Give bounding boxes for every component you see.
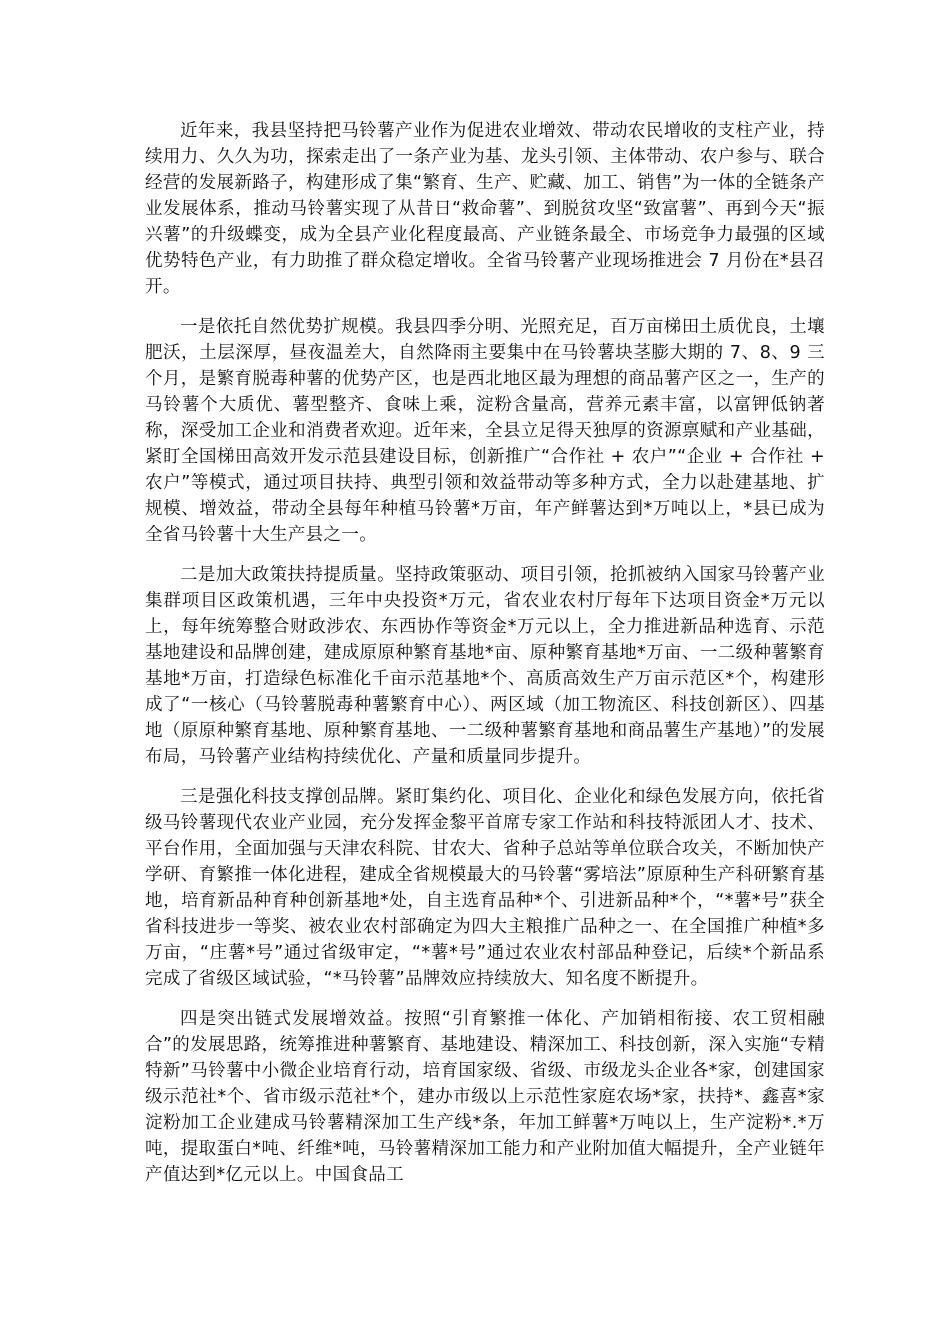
paragraph-policy: 二是加大政策扶持提质量。坚持政策驱动、项目引领，抢抓被纳入国家马铃薯产业集群项目区政策机遇，三年中央投资*万元，省农业农村厅每年下达项目资金*万元以上，每年统筹整合财政涉农、东西协作等资金*万元以上，全力推进新品种选育、示范基地建设和品牌创建，建成原原种繁育基地*亩、原种繁育基地*万亩、一二级种薯繁育基地*万亩，打造绿色标准化千亩示范基地*个、高质高效生产万亩示范区*个，构建形成了“一核心（马铃薯脱毒种薯繁育中心）、两区域（加工物流区、科技创新区）、四基地（原原种繁育基地、原种繁育基地、一二级种薯繁育基地和商品薯生产基地）”的发展布局，马铃薯产业结构持续优化、产量和质量同步提升。	[145, 565, 825, 767]
paragraph-scale: 一是依托自然优势扩规模。我县四季分明、光照充足，百万亩梯田土质优良，土壤肥沃，土层深厚，昼夜温差大，自然降雨主要集中在马铃薯块茎膨大期的 7、8、9 三个月，是繁育脱毒种薯的优势产区，也是西北地区最为理想的商品薯产区之一，生产的马铃薯个大质优、薯型整齐、食味上乘，淀粉含量高，营养元素丰富，以富钾低钠著称，深受加工企业和消费者欢迎。近年来，全县立足得天独厚的资源禀赋和产业基础，紧盯全国梯田高效开发示范县建设目标，创新推广“合作社 + 农户”“企业 + 合作社 + 农户”等模式，通过项目扶持、典型引领和效益带动等多种方式，全力以赴建基地、扩规模、增效益，带动全县每年种植马铃薯*万亩，年产鲜薯达到*万吨以上，*县已成为全省马铃薯十大生产县之一。	[145, 317, 825, 545]
paragraph-industry-chain: 四是突出链式发展增效益。按照“引育繁推一体化、产加销相衔接、农工贸相融合”的发展思路，统筹推进种薯繁育、基地建设、精深加工、科技创新，深入实施“专精特新”马铃薯中小微企业培育行动，培育国家级、省级、市级龙头企业各*家，创建国家级示范社*个、省市级示范社*个，建办市级以上示范性家庭农场*家，扶持*、鑫喜*家淀粉加工企业建成马铃薯精深加工生产线*条，年加工鲜薯*万吨以上，生产淀粉*.*万吨，提取蛋白*吨、纤维*吨，马铃薯精深加工能力和产业附加值大幅提升，全产业链年产值达到*亿元以上。中国食品工	[145, 1009, 825, 1185]
paragraph-intro: 近年来，我县坚持把马铃薯产业作为促进农业增效、带动农民增收的支柱产业，持续用力、久久为功，探索走出了一条产业为基、龙头引领、主体带动、农户参与、联合经营的发展新路子，构建形成了集“繁育、生产、贮藏、加工、销售”为一体的全链条产业发展体系，推动马铃薯实现了从昔日“救命薯”、到脱贫攻坚“致富薯”、再到今天“振兴薯”的升级蝶变，成为全县产业化程度最高、产业链条最全、市场竞争力最强的区域优势特色产业，有力助推了群众稳定增收。全省马铃薯产业现场推进会 7 月份在*县召开。	[145, 121, 825, 297]
document-page	[145, 118, 825, 1202]
paragraph-technology: 三是强化科技支撑创品牌。紧盯集约化、项目化、企业化和绿色发展方向，依托省级马铃薯现代农业产业园，充分发挥金黎平首席专家工作站和科技特派团人才、技术、平台作用，全面加强与天津农科院、甘农大、省种子总站等单位联合攻关，不断加快产学研、育繁推一体化进程，建成全省规模最大的马铃薯“雾培法”原原种生产科研繁育基地，培育新品种育种创新基地*处，自主选育品种*个、引进新品种*个，“*薯*号”获全省科技进步一等奖、被农业农村部确定为四大主粮推广品种之一、在全国推广种植*多万亩，“庄薯*号”通过省级审定，“*薯*号”通过农业农村部品种登记，后续*个新品系完成了省级区域试验，“*马铃薯”品牌效应持续放大、知名度不断提升。	[145, 787, 825, 989]
